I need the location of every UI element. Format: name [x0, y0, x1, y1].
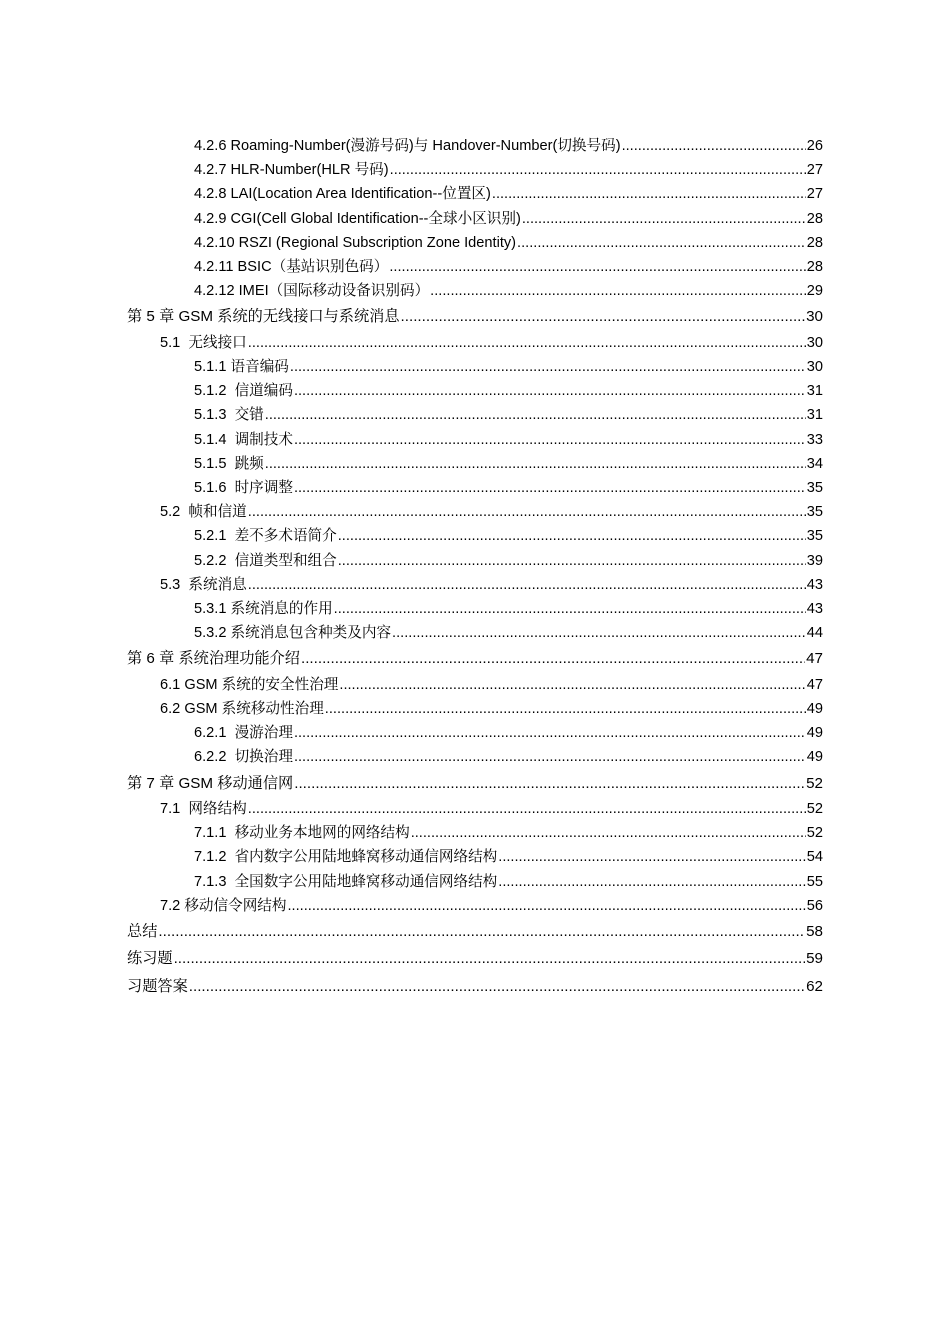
toc-entry-title: 5.3.2 系统消息包含种类及内容 [194, 625, 392, 642]
toc-leader-dots [174, 946, 806, 973]
toc-entry-title: 第 6 章 系统治理功能介绍 [127, 650, 300, 668]
toc-leader-dots [339, 673, 805, 697]
toc-entry-title: 4.2.10 RSZI (Regional Subscription Zone Identity) [194, 234, 517, 251]
toc-entry-title: 5.1.6 时序调整 [194, 479, 293, 496]
toc-entry-title: 7.2 移动信令网结构 [160, 897, 287, 914]
toc-leader-dots [492, 182, 806, 206]
toc-leader-dots [294, 721, 806, 745]
toc-entry-level-3[interactable] [0, 279, 950, 303]
toc-entry-page-number: 49 [806, 725, 823, 742]
toc-leader-dots [265, 452, 806, 476]
toc-leader-dots [301, 646, 805, 673]
toc-leader-dots [498, 845, 806, 869]
toc-entry-page-number: 31 [806, 407, 823, 424]
toc-entry-title: 5.2 帧和信道 [160, 504, 247, 521]
toc-entry-page-number: 54 [806, 849, 823, 866]
toc-entry-page-number: 43 [806, 576, 823, 593]
toc-entry-level-3[interactable] [0, 621, 950, 645]
toc-leader-dots [622, 134, 806, 158]
toc-leader-dots [430, 279, 806, 303]
toc-entry-page-number: 30 [806, 359, 823, 375]
toc-entry-page-number: 44 [806, 625, 823, 642]
toc-entry-title: 7.1.2 省内数字公用陆地蜂窝移动通信网络结构 [194, 849, 498, 866]
toc-entry-level-3[interactable] [0, 158, 950, 182]
toc-leader-dots [288, 894, 806, 918]
toc-entry-page-number: 29 [806, 283, 823, 300]
toc-entry-page-number: 43 [806, 600, 823, 617]
toc-entry-title: 4.2.6 Roaming-Number(漫游号码)与 Handover-Number(切换号码) [194, 138, 621, 154]
toc-entry-page-number: 55 [806, 873, 823, 890]
toc-entry-level-3[interactable] [0, 845, 950, 869]
table-of-contents [0, 134, 950, 1000]
toc-entry-level-2[interactable] [0, 331, 950, 355]
toc-entry-page-number: 34 [806, 455, 823, 472]
toc-leader-dots [390, 158, 806, 182]
toc-entry-title: 7.1.1 移动业务本地网的网络结构 [194, 825, 410, 842]
toc-entry-page-number: 39 [806, 552, 823, 569]
toc-entry-title: 6.2 GSM 系统移动性治理 [160, 700, 324, 717]
toc-entry-level-3[interactable] [0, 524, 950, 548]
toc-entry-level-2[interactable] [0, 573, 950, 597]
toc-entry-level-2[interactable] [0, 697, 950, 721]
toc-entry-title: 总结 [127, 922, 158, 940]
toc-entry-level-3[interactable] [0, 452, 950, 476]
toc-leader-dots [158, 919, 805, 946]
toc-entry-page-number: 35 [806, 528, 823, 545]
toc-entry-page-number: 28 [806, 210, 823, 227]
toc-entry-page-number: 52 [806, 774, 823, 792]
toc-entry-page-number: 27 [806, 186, 823, 203]
toc-entry-page-number: 33 [806, 431, 823, 448]
toc-entry-page-number: 56 [806, 897, 823, 914]
toc-leader-dots [248, 331, 806, 355]
toc-entry-level-3[interactable] [0, 428, 950, 452]
toc-entry-level-3[interactable] [0, 597, 950, 621]
toc-entry-title: 5.1.5 跳频 [194, 455, 264, 472]
toc-leader-dots [411, 821, 806, 845]
toc-leader-dots [248, 573, 806, 597]
toc-entry-title: 4.2.11 BSIC（基站识别色码） [194, 258, 389, 275]
toc-entry-level-3[interactable] [0, 255, 950, 279]
toc-entry-title: 5.2.1 差不多术语简介 [194, 528, 337, 545]
toc-entry-level-2[interactable] [0, 673, 950, 697]
toc-leader-dots [401, 304, 806, 331]
toc-entry-page-number: 31 [806, 383, 823, 400]
toc-leader-dots [338, 524, 806, 548]
toc-entry-title: 5.2.2 信道类型和组合 [194, 552, 337, 569]
toc-entry-level-3[interactable] [0, 355, 950, 379]
toc-entry-page-number: 35 [806, 504, 823, 521]
toc-entry-page-number: 27 [806, 162, 823, 179]
toc-entry-level-1[interactable] [0, 646, 950, 673]
toc-leader-dots [189, 974, 805, 1001]
toc-entry-page-number: 47 [806, 650, 823, 668]
toc-entry-level-2[interactable] [0, 500, 950, 524]
toc-entry-title: 4.2.8 LAI(Location Area Identification--位置区) [194, 186, 491, 203]
toc-leader-dots [294, 476, 806, 500]
toc-entry-title: 5.1.4 调制技术 [194, 431, 293, 448]
toc-entry-page-number: 52 [806, 825, 823, 842]
toc-entry-level-1[interactable] [0, 919, 950, 946]
toc-entry-level-3[interactable] [0, 379, 950, 403]
toc-leader-dots [294, 745, 806, 769]
toc-entry-level-3[interactable] [0, 721, 950, 745]
toc-leader-dots [294, 771, 805, 798]
toc-entry-title: 4.2.7 HLR-Number(HLR 号码) [194, 162, 389, 179]
toc-entry-title: 6.2.1 漫游治理 [194, 725, 293, 742]
toc-leader-dots [325, 697, 806, 721]
toc-leader-dots [334, 597, 806, 621]
toc-entry-title: 5.1.2 信道编码 [194, 383, 293, 400]
toc-entry-title: 练习题 [127, 950, 173, 968]
toc-entry-title: 5.3 系统消息 [160, 576, 247, 593]
toc-leader-dots [389, 255, 805, 279]
toc-leader-dots [338, 549, 806, 573]
toc-leader-dots [517, 231, 806, 255]
toc-leader-dots [294, 379, 806, 403]
toc-entry-page-number: 28 [806, 234, 823, 251]
toc-entry-title: 第 5 章 GSM 系统的无线接口与系统消息 [127, 308, 400, 326]
toc-leader-dots [290, 355, 806, 379]
toc-entry-level-1[interactable] [0, 304, 950, 331]
toc-entry-level-1[interactable] [0, 771, 950, 798]
toc-entry-page-number: 47 [806, 676, 823, 693]
toc-entry-level-3[interactable] [0, 476, 950, 500]
toc-entry-title: 第 7 章 GSM 移动通信网 [127, 774, 294, 792]
toc-entry-title: 4.2.9 CGI(Cell Global Identification--全球小区识别) [194, 210, 521, 227]
toc-entry-level-3[interactable] [0, 231, 950, 255]
toc-entry-page-number: 30 [806, 308, 823, 326]
toc-entry-level-2[interactable] [0, 797, 950, 821]
toc-entry-title: 5.1 无线接口 [160, 334, 247, 351]
toc-entry-title: 6.2.2 切换治理 [194, 749, 293, 766]
toc-entry-level-3[interactable] [0, 207, 950, 231]
toc-leader-dots [248, 500, 806, 524]
toc-leader-dots [522, 207, 806, 231]
toc-leader-dots [294, 428, 806, 452]
toc-entry-level-3[interactable] [0, 182, 950, 206]
toc-entry-title: 5.3.1 系统消息的作用 [194, 600, 333, 617]
toc-entry-page-number: 49 [806, 749, 823, 766]
toc-entry-page-number: 30 [806, 334, 823, 351]
toc-entry-page-number: 26 [806, 138, 823, 154]
toc-entry-level-3[interactable] [0, 403, 950, 427]
toc-entry-level-1[interactable] [0, 946, 950, 973]
toc-entry-page-number: 28 [806, 258, 823, 275]
toc-leader-dots [392, 621, 806, 645]
toc-entry-page-number: 58 [806, 922, 823, 940]
toc-entry-title: 5.1.3 交错 [194, 407, 264, 424]
toc-entry-level-3[interactable] [0, 745, 950, 769]
toc-entry-level-2[interactable] [0, 894, 950, 918]
toc-entry-page-number: 52 [806, 801, 823, 817]
toc-entry-level-3[interactable] [0, 549, 950, 573]
toc-leader-dots [248, 797, 806, 821]
toc-entry-level-3[interactable] [0, 134, 950, 158]
toc-entry-page-number: 35 [806, 479, 823, 496]
toc-entry-title: 4.2.12 IMEI（国际移动设备识别码） [194, 283, 430, 300]
toc-entry-page-number: 59 [806, 950, 823, 968]
toc-leader-dots [498, 870, 806, 894]
toc-entry-title: 习题答案 [127, 977, 188, 995]
toc-entry-title: 7.1.3 全国数字公用陆地蜂窝移动通信网络结构 [194, 873, 498, 890]
toc-entry-page-number: 49 [806, 700, 823, 717]
toc-entry-title: 5.1.1 语音编码 [194, 359, 289, 375]
toc-entry-level-3[interactable] [0, 870, 950, 894]
toc-entry-page-number: 62 [806, 977, 823, 995]
toc-entry-level-1[interactable] [0, 974, 950, 1001]
toc-entry-title: 7.1 网络结构 [160, 801, 247, 817]
toc-leader-dots [265, 403, 806, 427]
toc-entry-title: 6.1 GSM 系统的安全性治理 [160, 676, 339, 693]
toc-entry-level-3[interactable] [0, 821, 950, 845]
